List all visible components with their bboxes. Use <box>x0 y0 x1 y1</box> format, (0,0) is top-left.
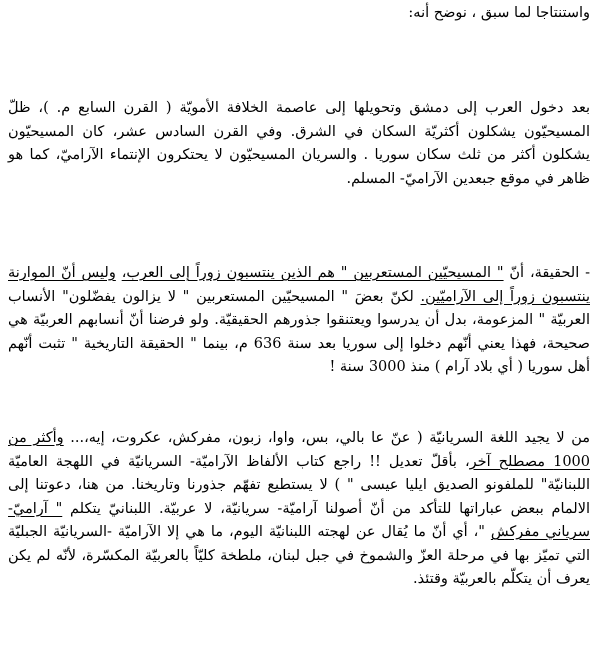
paragraph-umayyad-history: بعد دخول العرب إلى دمشق وتحويلها إلى عاصمة الخلافة الأمويّة ( القرن السابع م. )، ظلّ المسيحيّون يشكلون أكثريّة السكان في الشرق. وفي القرن السادس عشر، كان المسيحيّون يشكلون أكثر من ثلث سكان سوريا . والسريان المسيحيّون لا يحتكرون الإنتماء الآراميّ، كما هو ظاهر في موقع جبعدين الآراميّ- المسلم. <box>8 100 590 187</box>
p3-text-end: "، أي أنّ ما يُقال عن لهجته اللبنانيّة اليوم، ما هي إلا الآراميّة -السريانيّة الجبليّة التي تميّز بها في مرحلة العزّ والشموخ في جبل لبنان، ملطخة كليّاً بالعربيّة المكسّرة، لأنّه لم يكن يعرف أن يتكلّم بالعربيّة وقتئذ. <box>8 524 590 587</box>
p2-underlined-maronites: وليس أنّ الموارنة ينتسبون زوراً إلى الآراميّين. <box>8 265 590 305</box>
intro-line: واستنتاجا لما سبق ، نوضح أنه: <box>408 5 590 21</box>
paragraph-syriac-language <box>8 427 590 592</box>
p3-text-middle: ، بأقلّ تعديل !! راجع كتاب الألفاظ الآراميّة- السريانيّة في اللهجة العاميّة اللبنانيّة" للملفونو الصديق ايليا عيسى " ) لا يستطيع تفهّم جذورنا وتاريخنا. من هنا، دعوتنا إلى الالمام ببعض عباراتها للتأكد من أنّ أصولنا آراميّة- سريانيّة، لا عربيّة. اللبنانيّ يتكلم <box>8 453 590 517</box>
p3-text-start: من لا يجيد اللغة السريانيّة ( عنّ عا بالي، بس، واوا، زبون، مفركش، عكروت، إيه،... <box>63 430 590 446</box>
p2-text-start: - الحقيقة، أنّ <box>503 265 590 281</box>
paragraph-arabized-christians <box>8 262 590 380</box>
p2-text-rest: لكنّ بعضَ " المسيحيّين المستعربين " لا يزالون يفضّلون" الأنساب العربيّة " المزعومة، بدل أن يدرسوا ويعتنقوا جذورهم الحقيقيّة. ولو فرضنا أنّ أنسابهم العربيّة هي صحيحة، فهذا يعني أنّهم دخلوا إلى سوريا بعد سنة 636 م، بينما " الحقيقة التاريخية " تثبت أنّهم أهل سوريا ( أي بلاد آرام ) منذ 3000 سنة ! <box>8 288 590 375</box>
p3-underlined-terms: وأكثر من 1000 مصطلح آخر <box>8 430 590 470</box>
p2-underlined-claim: " المسيحيّين المستعربين " هم الذين ينتسبون زوراً إلى العرب، <box>121 265 504 281</box>
p3-underlined-aramaic: " آراميّ- سرياني مفركش <box>8 500 590 540</box>
